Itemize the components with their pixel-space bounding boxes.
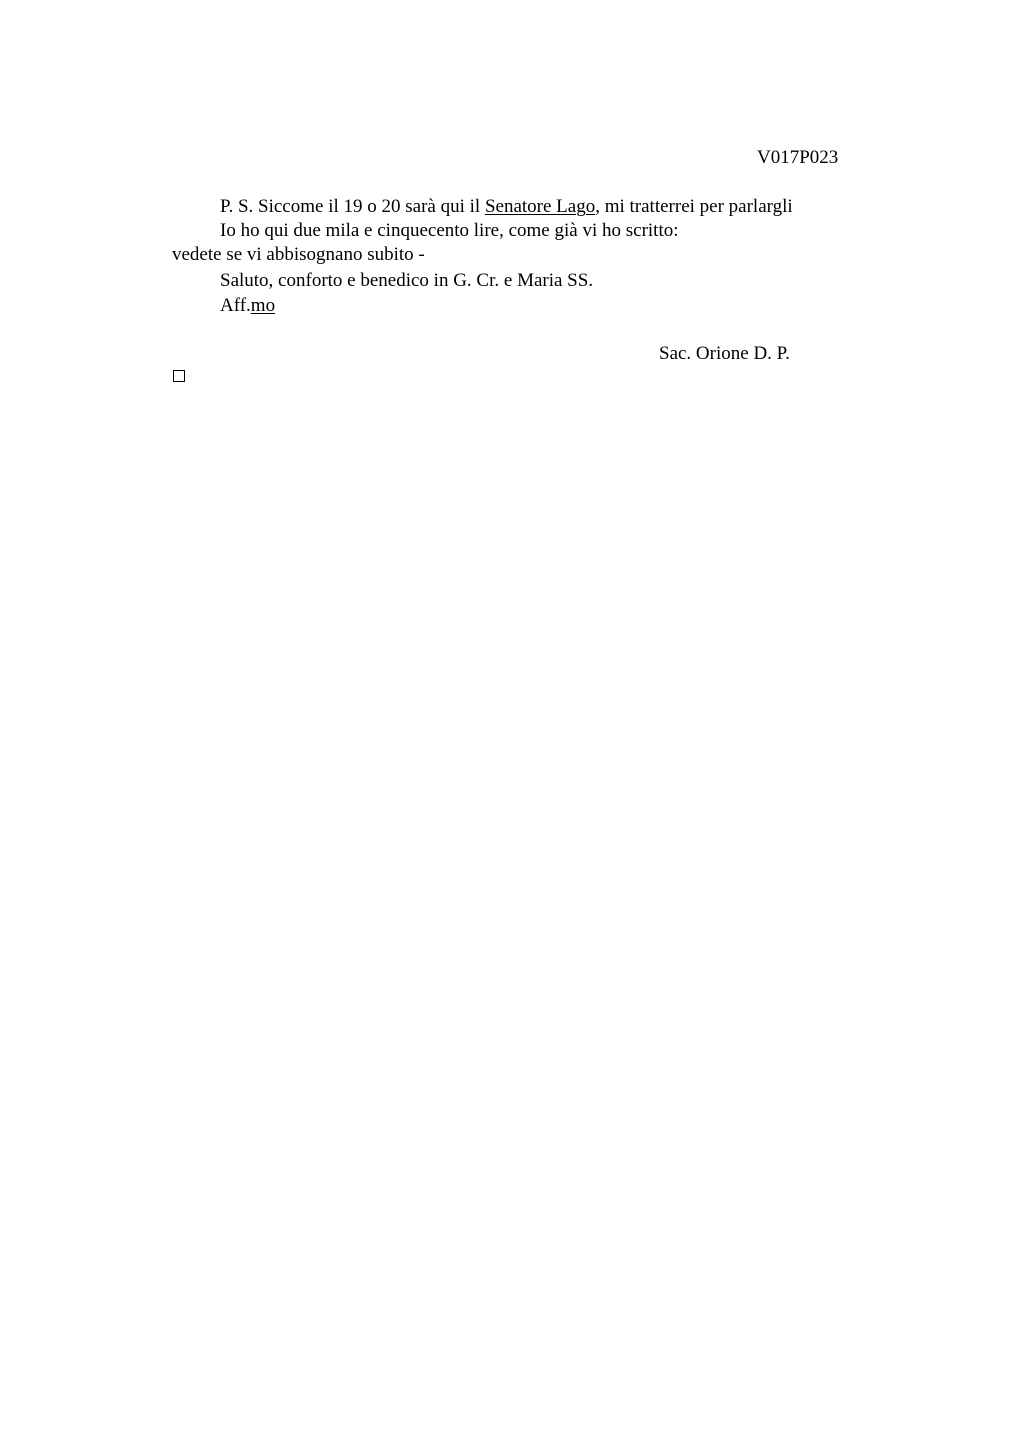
ps-line-start: P. S. Siccome il 19 o 20 sarà qui il [220, 196, 485, 217]
checkbox-square-icon [173, 370, 185, 382]
page-id: V017P023 [757, 147, 839, 168]
ps-line [220, 195, 793, 219]
closing-line [220, 294, 275, 318]
senatore-lago-name: Senatore Lago [484, 196, 596, 217]
body-line-money: Io ho qui due mila e cinquecento lire, come già vi ho scritto: [220, 220, 679, 241]
body-line-need: vedete se vi abbisognano subito - [172, 244, 425, 265]
body-line-greeting: Saluto, conforto e benedico in G. Cr. e Maria SS. [220, 270, 594, 291]
signature: Sac. Orione D. P. [659, 343, 790, 364]
closing-superscript: mo [250, 295, 276, 316]
closing-prefix: Aff. [220, 295, 251, 316]
ps-line-end: , mi tratterrei per parlargli [595, 196, 793, 217]
